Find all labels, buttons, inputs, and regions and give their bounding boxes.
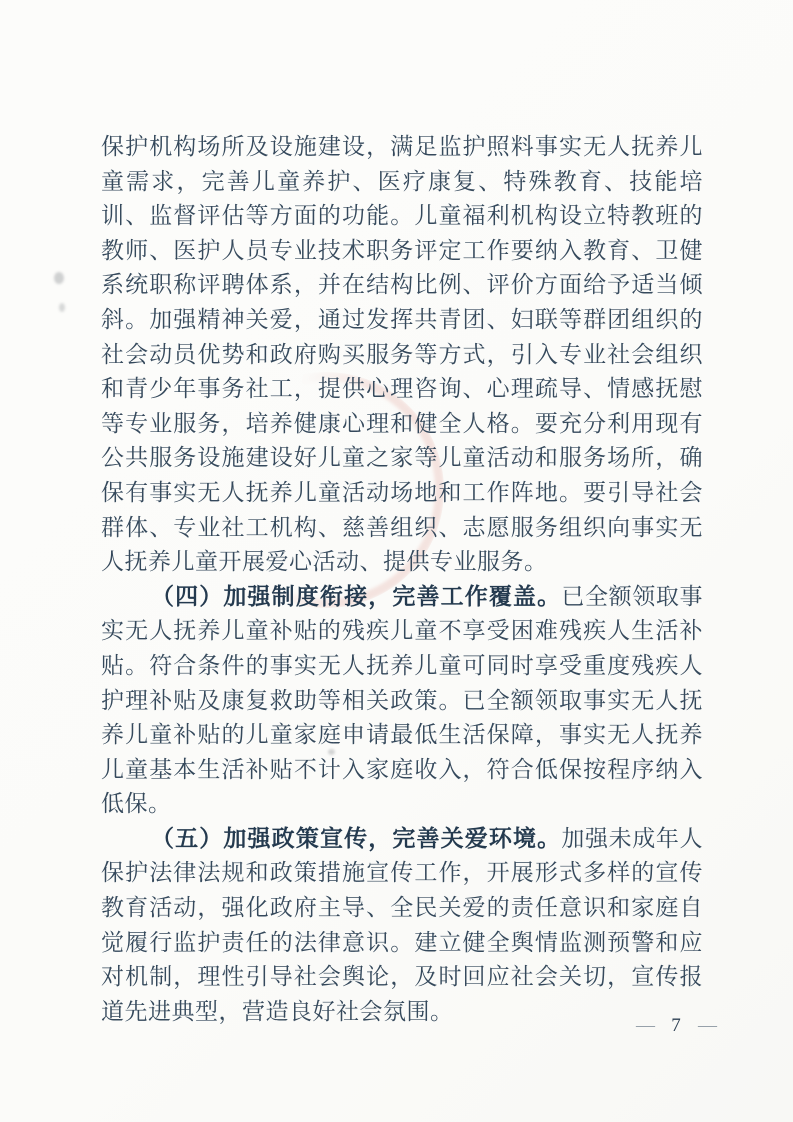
section-5-body-text: 加强未成年人保护法律法规和政策措施宣传工作，开展形式多样的宣传教育活动，强化政府主导、全民关爱的责任意识和家庭自觉履行监护责任的法律意识。建立健全舆情监测预警和应对机制，理性引导社会舆论，及时回应社会关切，宣传报道先进典型，营造良好社会氛围。 — [101, 825, 704, 1024]
section-5-heading: （五）加强政策宣传，完善关爱环境。 — [151, 825, 562, 851]
page-number-dash-right: — — [698, 1015, 716, 1036]
page-number-dash-left: — — [636, 1015, 654, 1036]
section-4-body-text: 已全额领取事实无人抚养儿童补贴的残疾儿童不享受困难残疾人生活补贴。符合条件的事实无人抚养儿童可同时享受重度残疾人护理补贴及康复救助等相关政策。已全额领取事实无人抚养儿童补贴的儿童家庭申请最低生活保障，事实无人抚养儿童基本生活补贴不计入家庭收入，符合低保按程序纳入低保。 — [101, 583, 704, 817]
paragraph-continuation-text: 保护机构场所及设施建设，满足监护照料事实无人抚养儿童需求，完善儿童养护、医疗康复、特殊教育、技能培训、监督评估等方面的功能。儿童福利机构设立特教班的教师、医护人员专业技术职务评定工作要纳入教育、卫健系统职称评聘体系，并在结构比例、评价方面给予适当倾斜。加强精神关爱，通过发挥共青团、妇联等群团组织的社会动员优势和政府购买服务等方式，引入专业社会组织和青少年事务社工，提供心理咨询、心理疏导、情感抚慰等专业服务，培养健康心理和健全人格。要充分利用现有公共服务设施建设好儿童之家等儿童活动和服务场所，确保有事实无人抚养儿童活动场地和工作阵地。要引导社会群体、专业社工机构、慈善组织、志愿服务组织向事实无人抚养儿童开展爱心活动、提供专业服务。 — [101, 134, 703, 575]
document-body — [101, 130, 703, 1029]
scan-smudge — [54, 272, 64, 284]
section-4-heading: （四）加强制度衔接，完善工作覆盖。 — [151, 583, 562, 609]
paragraph-section-4 — [101, 580, 703, 822]
page-number-value: 7 — [671, 1015, 681, 1036]
page-number — [636, 1012, 716, 1040]
paragraph-section-5 — [101, 822, 703, 1030]
scan-smudge — [59, 303, 65, 312]
paragraph-continuation — [101, 130, 703, 580]
